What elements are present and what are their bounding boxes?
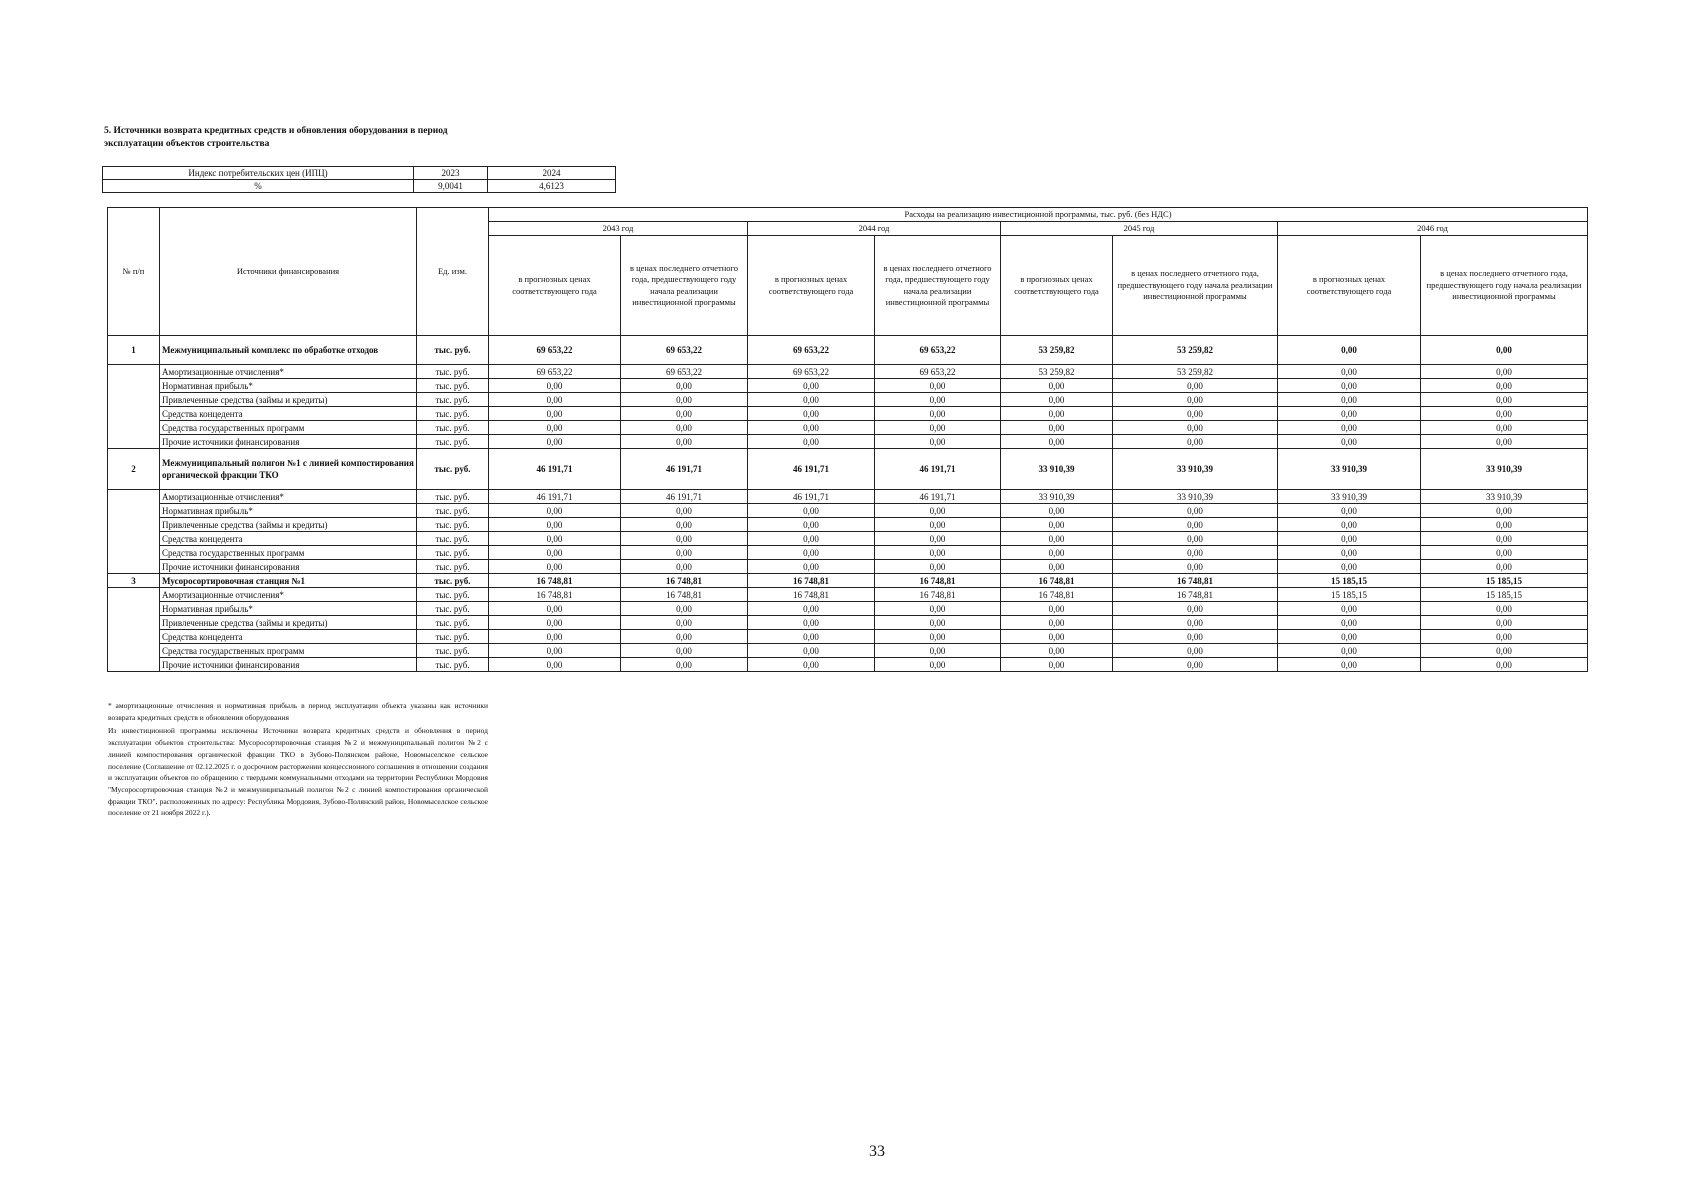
value-cell: 0,00 <box>1278 602 1421 616</box>
table-body <box>108 336 1588 672</box>
notes <box>108 700 488 821</box>
value-cell: 0,00 <box>748 532 875 546</box>
value-cell: 0,00 <box>1421 435 1588 449</box>
source-name: Амортизационные отчисления* <box>160 490 417 504</box>
year-header: 2043 год <box>489 222 748 236</box>
source-name: Привлеченные средства (займы и кредиты) <box>160 616 417 630</box>
value-cell: 0,00 <box>621 658 748 672</box>
group-spacer <box>108 365 160 449</box>
value-cell: 0,00 <box>748 602 875 616</box>
source-row <box>108 393 1588 407</box>
value-cell: 0,00 <box>1001 560 1113 574</box>
unit-cell: тыс. руб. <box>417 518 489 532</box>
value-cell: 0,00 <box>748 518 875 532</box>
cpi-label: Индекс потребительских цен (ИПЦ) <box>103 167 414 180</box>
value-cell: 53 259,82 <box>1113 365 1278 379</box>
footnote: * амортизационные отчисления и нормативная прибыль в период эксплуатации объекта указаны как источники возврата кредитных средств и обновления оборудования <box>108 701 488 722</box>
value-cell: 0,00 <box>1113 393 1278 407</box>
value-cell: 0,00 <box>1278 630 1421 644</box>
value-cell: 0,00 <box>489 504 621 518</box>
value-cell: 53 259,82 <box>1113 336 1278 365</box>
col-source-header: Источники финансирования <box>160 208 417 336</box>
cpi-table <box>102 166 616 193</box>
page-number: 33 <box>869 1143 885 1160</box>
value-cell: 16 748,81 <box>1001 588 1113 602</box>
value-cell: 0,00 <box>1001 379 1113 393</box>
value-cell: 0,00 <box>489 546 621 560</box>
value-cell: 0,00 <box>748 504 875 518</box>
cpi-value: 4,6123 <box>488 180 616 193</box>
cpi-header-row <box>103 167 616 180</box>
value-cell: 0,00 <box>1278 336 1421 365</box>
value-cell: 0,00 <box>875 421 1001 435</box>
value-cell: 33 910,39 <box>1421 449 1588 490</box>
year-header: 2046 год <box>1278 222 1588 236</box>
value-cell: 0,00 <box>1421 616 1588 630</box>
value-cell: 46 191,71 <box>489 449 621 490</box>
unit-cell: тыс. руб. <box>417 588 489 602</box>
cpi-value-row <box>103 180 616 193</box>
value-cell: 53 259,82 <box>1001 336 1113 365</box>
value-cell: 0,00 <box>748 630 875 644</box>
value-cell: 0,00 <box>1421 560 1588 574</box>
source-name: Прочие источники финансирования <box>160 560 417 574</box>
value-cell: 0,00 <box>748 407 875 421</box>
value-cell: 0,00 <box>875 658 1001 672</box>
unit-cell: тыс. руб. <box>417 532 489 546</box>
value-cell: 0,00 <box>1113 602 1278 616</box>
source-row <box>108 532 1588 546</box>
value-cell: 69 653,22 <box>748 365 875 379</box>
value-cell: 33 910,39 <box>1278 449 1421 490</box>
value-cell: 15 185,15 <box>1278 588 1421 602</box>
source-name: Средства концедента <box>160 407 417 421</box>
source-row <box>108 546 1588 560</box>
value-cell: 0,00 <box>1001 658 1113 672</box>
value-cell: 0,00 <box>1001 630 1113 644</box>
value-cell: 0,00 <box>489 421 621 435</box>
value-cell: 0,00 <box>1113 379 1278 393</box>
source-name: Средства концедента <box>160 532 417 546</box>
value-cell: 0,00 <box>1278 504 1421 518</box>
value-cell: 0,00 <box>489 532 621 546</box>
source-name: Нормативная прибыль* <box>160 379 417 393</box>
cpi-year: 2023 <box>414 167 488 180</box>
object-row <box>108 336 1588 365</box>
value-cell: 0,00 <box>748 421 875 435</box>
unit-cell: тыс. руб. <box>417 407 489 421</box>
value-cell: 33 910,39 <box>1278 490 1421 504</box>
value-cell: 0,00 <box>748 393 875 407</box>
value-cell: 69 653,22 <box>875 336 1001 365</box>
source-name: Амортизационные отчисления* <box>160 588 417 602</box>
value-cell: 0,00 <box>1278 546 1421 560</box>
cpi-value: 9,0041 <box>414 180 488 193</box>
value-cell: 0,00 <box>1113 658 1278 672</box>
value-cell: 46 191,71 <box>748 490 875 504</box>
value-cell: 46 191,71 <box>875 449 1001 490</box>
value-cell: 0,00 <box>1001 421 1113 435</box>
value-cell: 0,00 <box>1278 379 1421 393</box>
expenses-group-header: Расходы на реализацию инвестиционной программы, тыс. руб. (без НДС) <box>489 208 1588 222</box>
source-row <box>108 630 1588 644</box>
value-cell: 69 653,22 <box>489 365 621 379</box>
value-cell: 33 910,39 <box>1421 490 1588 504</box>
value-cell: 69 653,22 <box>875 365 1001 379</box>
subcol-forecast-header: в прогнозных ценах соответствующего года <box>748 236 875 336</box>
value-cell: 16 748,81 <box>621 574 748 588</box>
value-cell: 0,00 <box>621 518 748 532</box>
object-number: 3 <box>108 574 160 588</box>
source-row <box>108 588 1588 602</box>
value-cell: 0,00 <box>1113 518 1278 532</box>
value-cell: 0,00 <box>1113 407 1278 421</box>
value-cell: 0,00 <box>875 532 1001 546</box>
subcol-forecast-header: в прогнозных ценах соответствующего года <box>1278 236 1421 336</box>
unit-cell: тыс. руб. <box>417 658 489 672</box>
value-cell: 0,00 <box>1001 435 1113 449</box>
value-cell: 16 748,81 <box>748 574 875 588</box>
source-row <box>108 365 1588 379</box>
source-row <box>108 616 1588 630</box>
source-name: Привлеченные средства (займы и кредиты) <box>160 393 417 407</box>
value-cell: 46 191,71 <box>748 449 875 490</box>
unit-cell: тыс. руб. <box>417 490 489 504</box>
value-cell: 0,00 <box>1001 407 1113 421</box>
value-cell: 0,00 <box>1113 546 1278 560</box>
value-cell: 46 191,71 <box>621 449 748 490</box>
value-cell: 0,00 <box>621 435 748 449</box>
value-cell: 0,00 <box>489 616 621 630</box>
object-number: 1 <box>108 336 160 365</box>
col-num-header: № п/п <box>108 208 160 336</box>
value-cell: 0,00 <box>1278 435 1421 449</box>
value-cell: 0,00 <box>1278 644 1421 658</box>
value-cell: 69 653,22 <box>621 336 748 365</box>
value-cell: 0,00 <box>621 379 748 393</box>
value-cell: 0,00 <box>1421 546 1588 560</box>
source-row <box>108 379 1588 393</box>
source-row <box>108 644 1588 658</box>
value-cell: 0,00 <box>1278 616 1421 630</box>
unit-cell: тыс. руб. <box>417 630 489 644</box>
unit-cell: тыс. руб. <box>417 504 489 518</box>
value-cell: 0,00 <box>1113 616 1278 630</box>
unit-cell: тыс. руб. <box>417 560 489 574</box>
value-cell: 0,00 <box>875 560 1001 574</box>
unit-cell: тыс. руб. <box>417 421 489 435</box>
value-cell: 0,00 <box>875 407 1001 421</box>
value-cell: 0,00 <box>875 546 1001 560</box>
value-cell: 0,00 <box>1001 644 1113 658</box>
value-cell: 0,00 <box>621 630 748 644</box>
value-cell: 0,00 <box>1113 560 1278 574</box>
value-cell: 69 653,22 <box>489 336 621 365</box>
value-cell: 46 191,71 <box>489 490 621 504</box>
value-cell: 0,00 <box>1278 407 1421 421</box>
subcol-lastyear-header: в ценах последнего отчетного года, предшествующего году начала реализации инвестиционной программы <box>875 236 1001 336</box>
value-cell: 0,00 <box>1278 518 1421 532</box>
value-cell: 0,00 <box>1278 365 1421 379</box>
value-cell: 53 259,82 <box>1001 365 1113 379</box>
group-spacer <box>108 490 160 574</box>
value-cell: 0,00 <box>875 504 1001 518</box>
value-cell: 0,00 <box>1421 393 1588 407</box>
source-row <box>108 518 1588 532</box>
source-name: Нормативная прибыль* <box>160 602 417 616</box>
value-cell: 0,00 <box>1001 504 1113 518</box>
value-cell: 0,00 <box>621 616 748 630</box>
source-row <box>108 435 1588 449</box>
value-cell: 15 185,15 <box>1421 574 1588 588</box>
value-cell: 0,00 <box>748 644 875 658</box>
subcol-lastyear-header: в ценах последнего отчетного года, предшествующего году начала реализации инвестиционной программы <box>1113 236 1278 336</box>
value-cell: 16 748,81 <box>489 588 621 602</box>
unit-cell: тыс. руб. <box>417 336 489 365</box>
value-cell: 0,00 <box>489 630 621 644</box>
value-cell: 0,00 <box>621 421 748 435</box>
value-cell: 33 910,39 <box>1001 449 1113 490</box>
value-cell: 16 748,81 <box>748 588 875 602</box>
cpi-unit: % <box>103 180 414 193</box>
value-cell: 16 748,81 <box>1113 574 1278 588</box>
source-row <box>108 407 1588 421</box>
value-cell: 15 185,15 <box>1421 588 1588 602</box>
value-cell: 0,00 <box>1001 393 1113 407</box>
col-unit-header: Ед. изм. <box>417 208 489 336</box>
value-cell: 0,00 <box>1421 379 1588 393</box>
value-cell: 0,00 <box>875 602 1001 616</box>
value-cell: 46 191,71 <box>621 490 748 504</box>
value-cell: 16 748,81 <box>1113 588 1278 602</box>
value-cell: 0,00 <box>1278 532 1421 546</box>
value-cell: 0,00 <box>1421 518 1588 532</box>
source-name: Средства государственных программ <box>160 546 417 560</box>
subcol-forecast-header: в прогнозных ценах соответствующего года <box>489 236 621 336</box>
value-cell: 16 748,81 <box>621 588 748 602</box>
value-cell: 0,00 <box>748 546 875 560</box>
unit-cell: тыс. руб. <box>417 644 489 658</box>
source-name: Прочие источники финансирования <box>160 658 417 672</box>
value-cell: 0,00 <box>748 560 875 574</box>
subcol-lastyear-header: в ценах последнего отчетного года, предшествующего году начала реализации инвестиционной программы <box>1421 236 1588 336</box>
subcol-lastyear-header: в ценах последнего отчетного года, предшествующего году начала реализации инвестиционной программы <box>621 236 748 336</box>
value-cell: 0,00 <box>489 518 621 532</box>
value-cell: 0,00 <box>1001 602 1113 616</box>
source-row <box>108 490 1588 504</box>
value-cell: 0,00 <box>1113 644 1278 658</box>
value-cell: 0,00 <box>489 435 621 449</box>
header-row-1 <box>108 208 1588 222</box>
value-cell: 0,00 <box>1113 532 1278 546</box>
source-name: Прочие источники финансирования <box>160 435 417 449</box>
unit-cell: тыс. руб. <box>417 546 489 560</box>
exclusion-note: Из инвестиционной программы исключены Источники возврата кредитных средств и обновления в период эксплуатации объектов строительства: Мусоросортировочная станция №2 и межмуниципальный полигон №2 с линией компостирования органической фракции ТКО в Зубово-Полянском районе, Новомыселское сельское поселение (Соглашение от 02.12.2025 г. о досрочном расторжении концессионного соглашения в отношении создания и эксплуатации объектов по обращению с твердыми коммунальными отходами на территории Республики Мордовия "Мусоросортировочная станция №2 и межмуниципальный полигон №2 с линией компостирования органической фракции ТКО", расположенных по адресу: Республика Мордовия, Зубово-Полянский район, Новомыселское сельское поселение от 21 ноября 2022 г.). <box>108 726 488 818</box>
value-cell: 0,00 <box>489 658 621 672</box>
value-cell: 0,00 <box>621 644 748 658</box>
unit-cell: тыс. руб. <box>417 379 489 393</box>
object-name: Межмуниципальный комплекс по обработке отходов <box>160 336 417 365</box>
value-cell: 16 748,81 <box>489 574 621 588</box>
value-cell: 0,00 <box>489 407 621 421</box>
value-cell: 16 748,81 <box>875 574 1001 588</box>
value-cell: 0,00 <box>621 407 748 421</box>
value-cell: 33 910,39 <box>1113 449 1278 490</box>
value-cell: 0,00 <box>1278 421 1421 435</box>
financing-table <box>107 207 1588 672</box>
value-cell: 0,00 <box>1421 602 1588 616</box>
value-cell: 0,00 <box>1001 616 1113 630</box>
value-cell: 0,00 <box>875 435 1001 449</box>
value-cell: 0,00 <box>621 560 748 574</box>
unit-cell: тыс. руб. <box>417 435 489 449</box>
value-cell: 0,00 <box>1421 336 1588 365</box>
value-cell: 0,00 <box>1278 393 1421 407</box>
unit-cell: тыс. руб. <box>417 449 489 490</box>
unit-cell: тыс. руб. <box>417 365 489 379</box>
source-name: Средства государственных программ <box>160 644 417 658</box>
value-cell: 0,00 <box>875 616 1001 630</box>
value-cell: 0,00 <box>875 518 1001 532</box>
source-row <box>108 560 1588 574</box>
value-cell: 0,00 <box>1278 658 1421 672</box>
value-cell: 0,00 <box>875 393 1001 407</box>
source-name: Амортизационные отчисления* <box>160 365 417 379</box>
unit-cell: тыс. руб. <box>417 616 489 630</box>
value-cell: 0,00 <box>748 379 875 393</box>
value-cell: 0,00 <box>875 630 1001 644</box>
source-name: Средства государственных программ <box>160 421 417 435</box>
value-cell: 0,00 <box>1278 560 1421 574</box>
object-name: Мусоросортировочная станция №1 <box>160 574 417 588</box>
value-cell: 0,00 <box>1001 546 1113 560</box>
value-cell: 0,00 <box>621 602 748 616</box>
value-cell: 69 653,22 <box>748 336 875 365</box>
value-cell: 0,00 <box>489 602 621 616</box>
cpi-year: 2024 <box>488 167 616 180</box>
value-cell: 0,00 <box>1001 518 1113 532</box>
value-cell: 0,00 <box>748 616 875 630</box>
source-row <box>108 658 1588 672</box>
object-row <box>108 449 1588 490</box>
value-cell: 0,00 <box>621 504 748 518</box>
value-cell: 15 185,15 <box>1278 574 1421 588</box>
value-cell: 69 653,22 <box>621 365 748 379</box>
value-cell: 0,00 <box>1421 407 1588 421</box>
source-row <box>108 602 1588 616</box>
value-cell: 0,00 <box>489 560 621 574</box>
unit-cell: тыс. руб. <box>417 602 489 616</box>
value-cell: 0,00 <box>1421 504 1588 518</box>
group-spacer <box>108 588 160 672</box>
value-cell: 0,00 <box>1113 504 1278 518</box>
object-row <box>108 574 1588 588</box>
source-name: Средства концедента <box>160 630 417 644</box>
value-cell: 33 910,39 <box>1113 490 1278 504</box>
value-cell: 0,00 <box>875 644 1001 658</box>
value-cell: 0,00 <box>1113 421 1278 435</box>
value-cell: 0,00 <box>1421 365 1588 379</box>
value-cell: 0,00 <box>489 393 621 407</box>
value-cell: 16 748,81 <box>875 588 1001 602</box>
value-cell: 0,00 <box>1001 532 1113 546</box>
value-cell: 33 910,39 <box>1001 490 1113 504</box>
object-name: Межмуниципальный полигон №1 с линией компостирования органической фракции ТКО <box>160 449 417 490</box>
unit-cell: тыс. руб. <box>417 393 489 407</box>
source-name: Нормативная прибыль* <box>160 504 417 518</box>
section-heading: 5. Источники возврата кредитных средств и обновления оборудования в период эксплуатации объектов строительства <box>104 126 448 149</box>
value-cell: 16 748,81 <box>1001 574 1113 588</box>
value-cell: 0,00 <box>748 435 875 449</box>
value-cell: 0,00 <box>1421 658 1588 672</box>
value-cell: 0,00 <box>489 644 621 658</box>
value-cell: 0,00 <box>748 658 875 672</box>
year-header: 2044 год <box>748 222 1001 236</box>
value-cell: 0,00 <box>1421 630 1588 644</box>
subcol-forecast-header: в прогнозных ценах соответствующего года <box>1001 236 1113 336</box>
value-cell: 0,00 <box>1421 644 1588 658</box>
value-cell: 46 191,71 <box>875 490 1001 504</box>
source-row <box>108 504 1588 518</box>
value-cell: 0,00 <box>1113 630 1278 644</box>
value-cell: 0,00 <box>875 379 1001 393</box>
value-cell: 0,00 <box>489 379 621 393</box>
source-name: Привлеченные средства (займы и кредиты) <box>160 518 417 532</box>
object-number: 2 <box>108 449 160 490</box>
source-row <box>108 421 1588 435</box>
value-cell: 0,00 <box>621 393 748 407</box>
value-cell: 0,00 <box>1421 532 1588 546</box>
unit-cell: тыс. руб. <box>417 574 489 588</box>
value-cell: 0,00 <box>621 546 748 560</box>
year-header: 2045 год <box>1001 222 1278 236</box>
value-cell: 0,00 <box>621 532 748 546</box>
value-cell: 0,00 <box>1113 435 1278 449</box>
value-cell: 0,00 <box>1421 421 1588 435</box>
